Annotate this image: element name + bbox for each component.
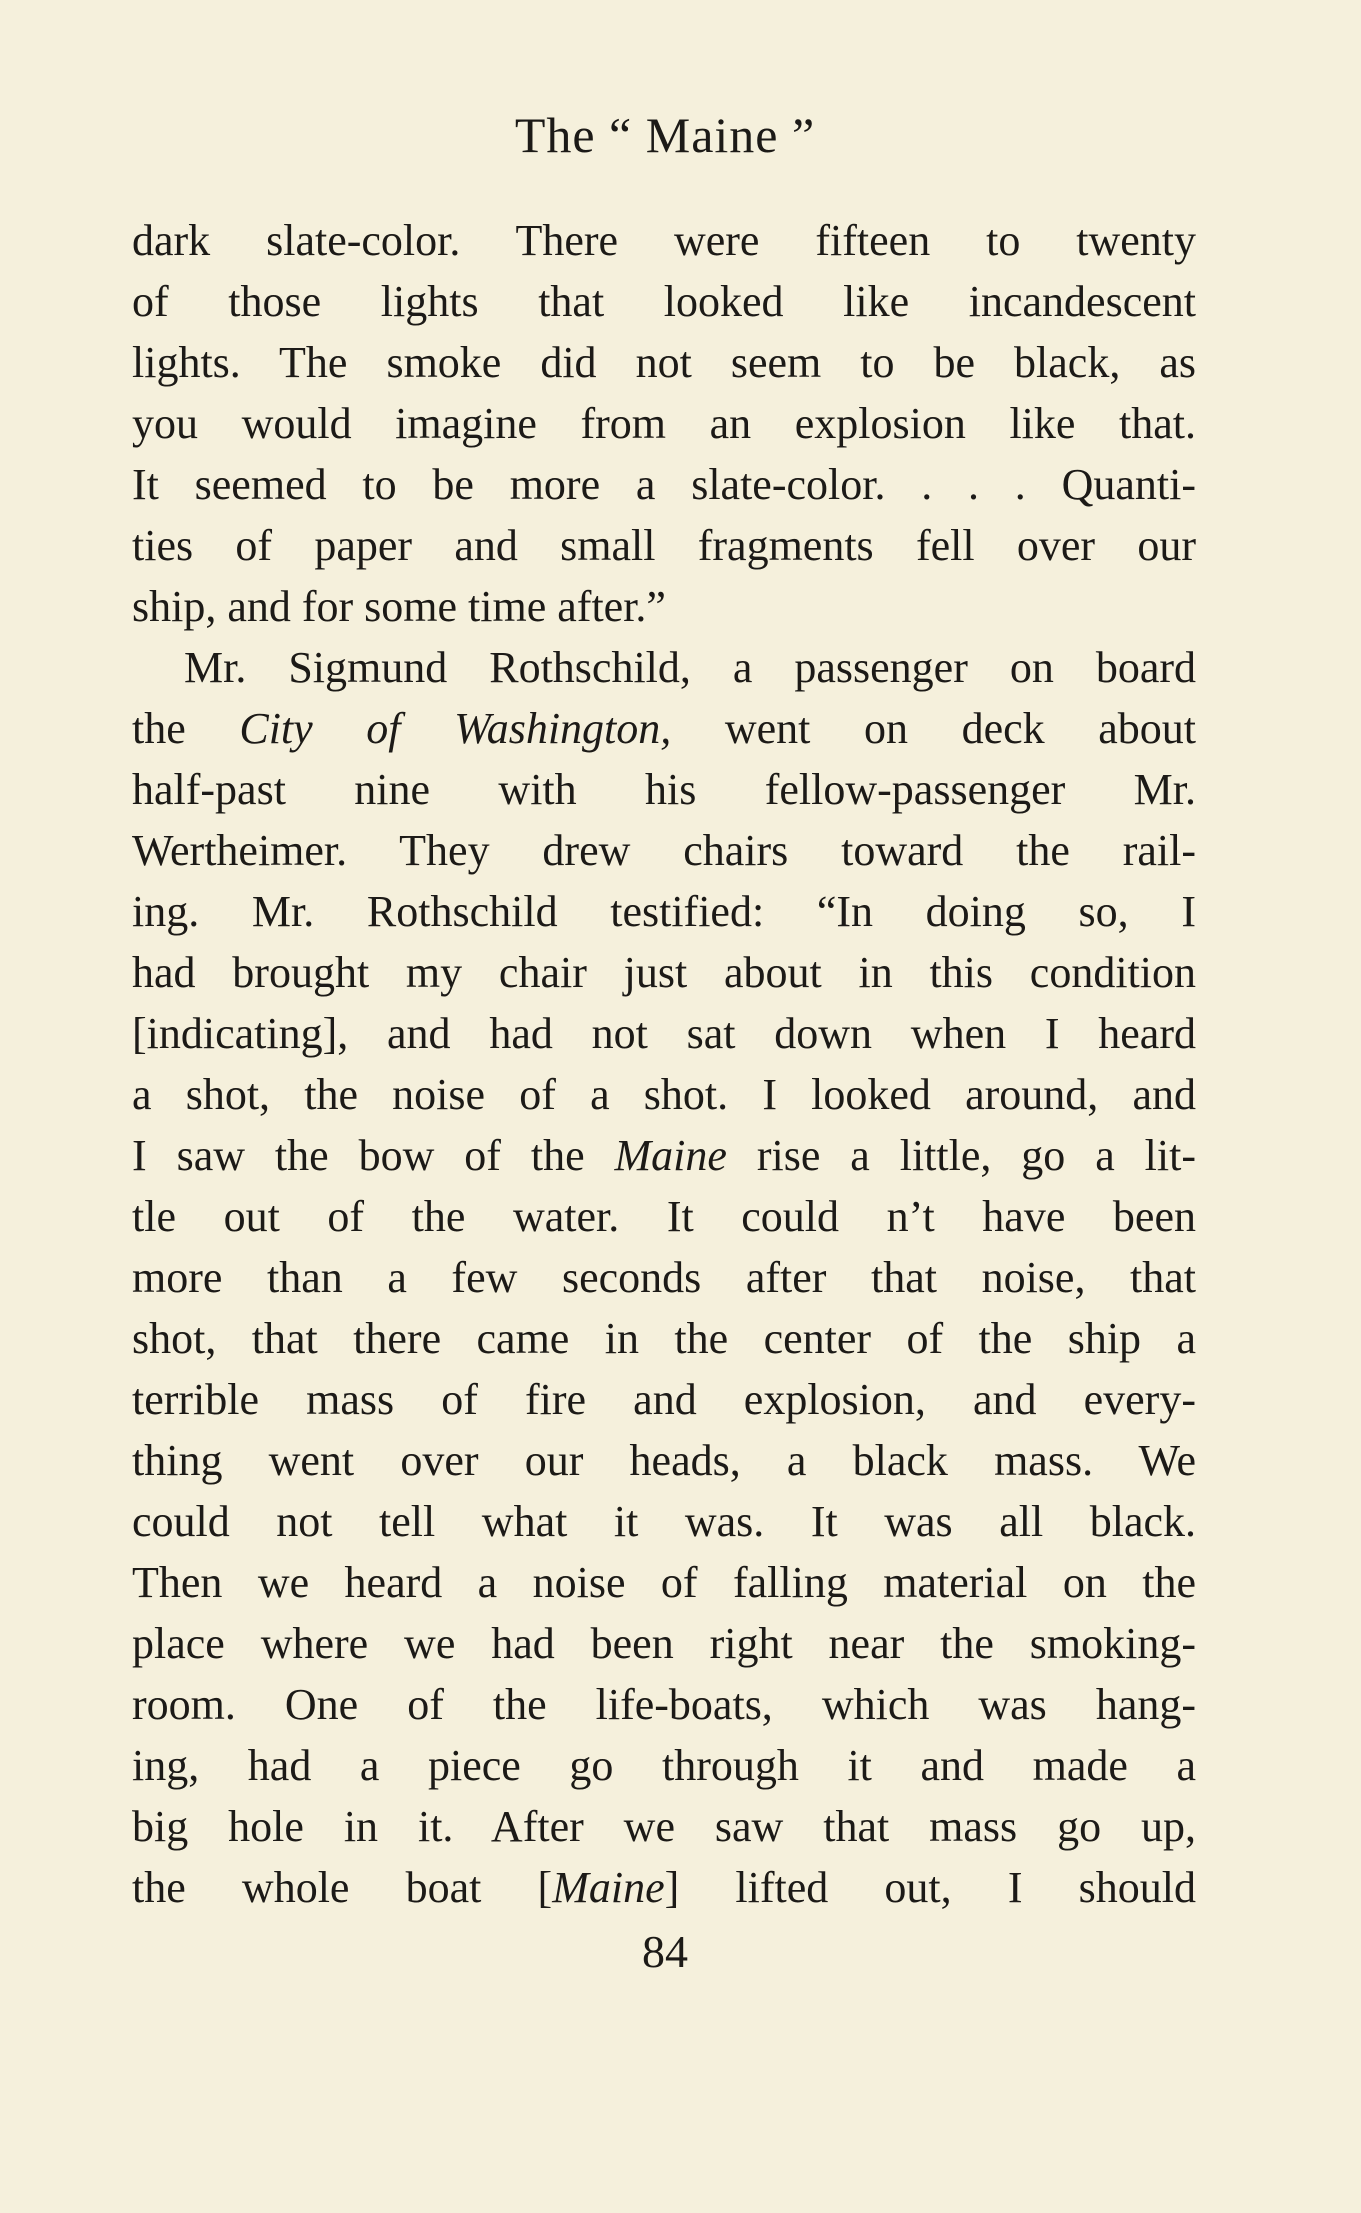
text-line: It seemed to be more a slate-color. . . . Quanti- bbox=[132, 460, 1196, 509]
text-line: dark slate-color. There were fifteen to twenty bbox=[132, 216, 1196, 265]
text-line: more than a few seconds after that noise, that bbox=[132, 1253, 1196, 1302]
text-segment: went on deck about bbox=[671, 704, 1196, 753]
text-line: ing, had a piece go through it and made a bbox=[132, 1741, 1196, 1790]
text-line: tle out of the water. It could n’t have been bbox=[132, 1192, 1196, 1241]
text-segment: ] lifted out, I should bbox=[664, 1863, 1196, 1912]
italic-ship-name: Maine bbox=[614, 1131, 727, 1180]
italic-ship-name: Maine bbox=[552, 1863, 665, 1912]
text-line: Then we heard a noise of falling material on the bbox=[132, 1558, 1196, 1607]
text-segment: the bbox=[132, 704, 240, 753]
text-line: a shot, the noise of a shot. I looked around, and bbox=[132, 1070, 1196, 1119]
text-line bbox=[132, 698, 1196, 759]
text-line: you would imagine from an explosion like that. bbox=[132, 399, 1196, 448]
page-number: 84 bbox=[642, 1926, 688, 1977]
text-line: room. One of the life-boats, which was hang- bbox=[132, 1680, 1196, 1729]
text-segment: the whole boat [ bbox=[132, 1863, 553, 1912]
text-segment: I saw the bow of the bbox=[132, 1131, 615, 1180]
text-line bbox=[132, 1857, 1196, 1918]
text-segment: rise a little, go a lit- bbox=[726, 1131, 1196, 1180]
text-line: place where we had been right near the smoking- bbox=[132, 1619, 1196, 1668]
text-line: of those lights that looked like incandescent bbox=[132, 277, 1196, 326]
text-line: lights. The smoke did not seem to be black, as bbox=[132, 338, 1196, 387]
italic-ship-name: City of Washington, bbox=[239, 704, 672, 753]
text-line: half-past nine with his fellow-passenger Mr. bbox=[132, 765, 1196, 814]
running-header: The “ Maine ” bbox=[514, 107, 816, 163]
text-line: shot, that there came in the center of the ship a bbox=[132, 1314, 1196, 1363]
text-line: ties of paper and small fragments fell over our bbox=[132, 521, 1196, 570]
text-line: terrible mass of fire and explosion, and every- bbox=[132, 1375, 1196, 1424]
text-line: Mr. Sigmund Rothschild, a passenger on board bbox=[184, 643, 1196, 692]
text-line bbox=[132, 1125, 1196, 1186]
text-line: ship, and for some time after.” bbox=[132, 582, 666, 631]
text-line: ing. Mr. Rothschild testified: “In doing so, I bbox=[132, 887, 1196, 936]
text-line: big hole in it. After we saw that mass go up, bbox=[132, 1802, 1196, 1851]
text-line: had brought my chair just about in this condition bbox=[132, 948, 1196, 997]
text-line: thing went over our heads, a black mass. We bbox=[132, 1436, 1196, 1485]
text-line: [indicating], and had not sat down when I heard bbox=[132, 1009, 1196, 1058]
text-line: could not tell what it was. It was all black. bbox=[132, 1497, 1196, 1546]
body-text bbox=[132, 210, 1196, 1918]
text-line: Wertheimer. They drew chairs toward the rail- bbox=[132, 826, 1196, 875]
